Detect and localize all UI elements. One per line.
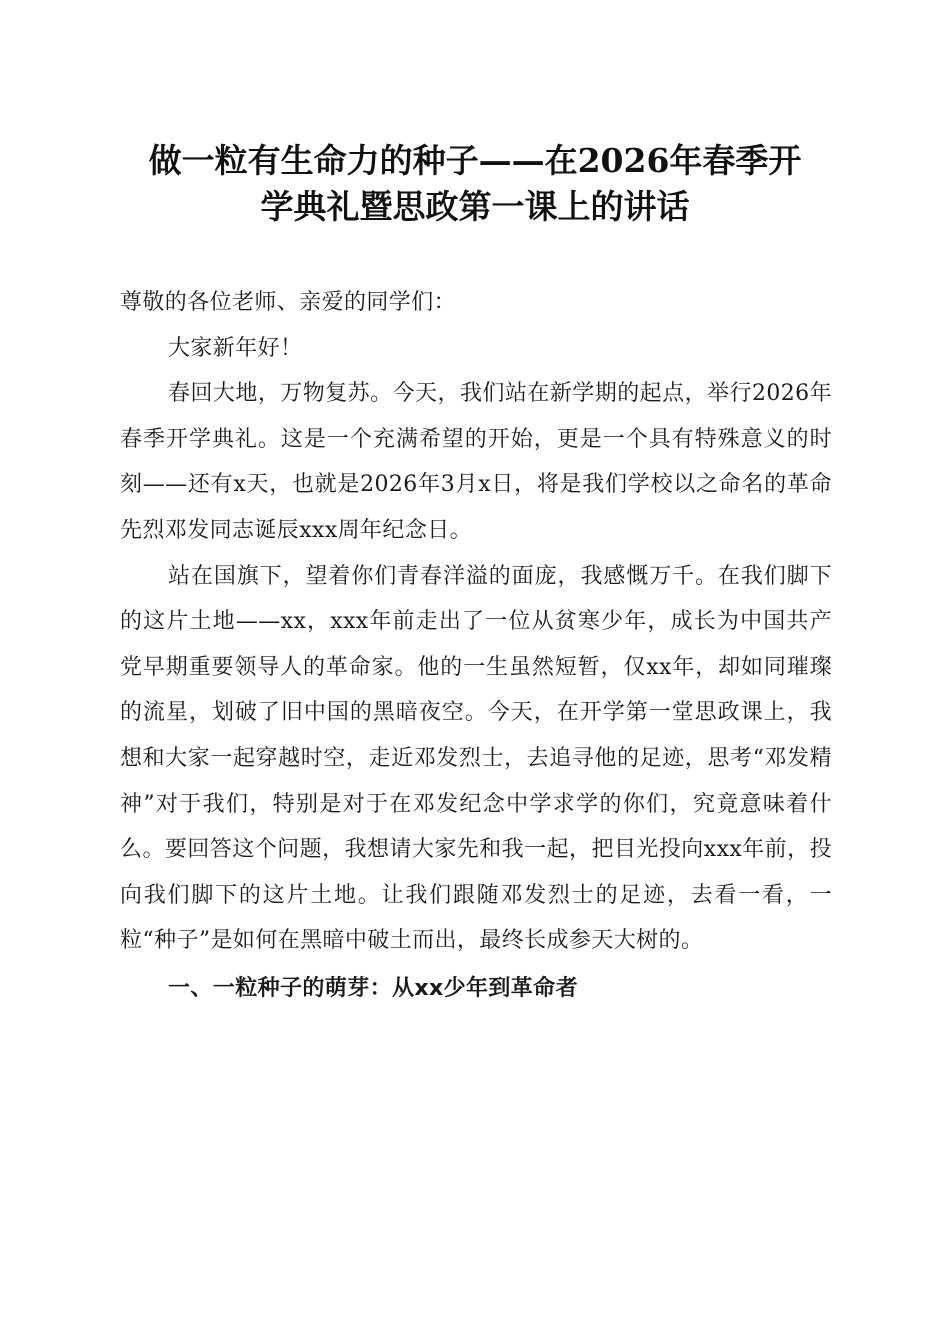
section-heading-1: 一、一粒种子的萌芽：从xx少年到革命者 — [168, 975, 578, 1001]
paragraph-2: 站在国旗下，望着你们青春洋溢的面庞，我感慨万千。在我们脚下的这片土地——xx，xxx年前走出了一位从贫寒少年，成长为中国共产党早期重要领导人的革命家。他的一生虽然短暂，仅xx年，却如同璀璨的流星，划破了旧中国的黑暗夜空。今天，在开学第一堂思政课上，我想和大家一起穿越时空，走近邓发烈士，去追寻他的足迹，思考“邓发精神”对于我们，特别是对于在邓发纪念中学求学的你们，究竟意味着什么。要回答这个问题，我想请大家先和我一起，把目光投向xxx年前，投向我们脚下的这片土地。让我们跟随邓发烈士的足迹，去看一看，一粒“种子”是如何在黑暗中破土而出，最终长成参天大树的。 — [120, 563, 832, 954]
greeting: 大家新年好！ — [168, 335, 303, 361]
document-body — [120, 280, 832, 1012]
paragraph-1: 春回大地，万物复苏。今天，我们站在新学期的起点，举行2026年春季开学典礼。这是一个充满希望的开始，更是一个具有特殊意义的时刻——还有x天，也就是2026年3月x日，将是我们学校以之命名的革命先烈邓发同志诞辰xxx周年纪念日。 — [120, 381, 832, 543]
title-line-1: 做一粒有生命力的种子——在2026年春季开 — [148, 141, 802, 180]
document-title — [100, 138, 850, 230]
salutation: 尊敬的各位老师、亲爱的同学们： — [120, 290, 457, 315]
title-line-2: 学典礼暨思政第一课上的讲话 — [260, 187, 690, 226]
